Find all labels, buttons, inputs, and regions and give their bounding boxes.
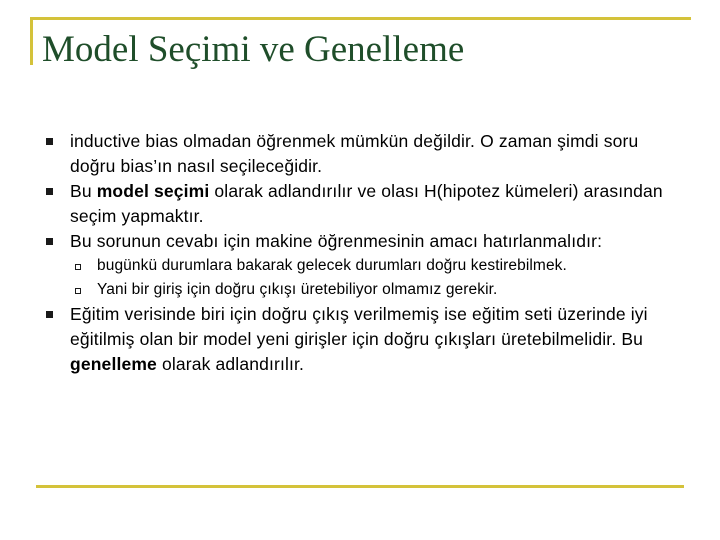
- bullet-text-bold: model seçimi: [96, 181, 210, 201]
- sub-bullet-item-1: [70, 254, 680, 278]
- top-accent-rule: [30, 17, 691, 20]
- square-bullet-icon: [46, 238, 53, 245]
- bullet-item-4: [0, 302, 720, 377]
- sub-bullet-list: [70, 254, 680, 302]
- square-bullet-icon: [46, 311, 53, 318]
- bullet-item-1: [0, 129, 720, 179]
- bullet-text-bold: genelleme: [70, 354, 157, 374]
- left-accent-rule: [30, 17, 33, 65]
- bullet-item-3: [0, 229, 720, 302]
- bullet-text: Bu sorunun cevabı için makine öğrenmesinin amacı hatırlanmalıdır:: [70, 231, 603, 251]
- sub-bullet-text: Yani bir giriş için doğru çıkışı üretebiliyor olmamız gerekir.: [97, 281, 498, 298]
- bullet-text: inductive bias olmadan öğrenmek mümkün değildir. O zaman şimdi soru doğru bias’ın nasıl seçileceğidir.: [70, 131, 639, 176]
- bottom-accent-rule: [36, 485, 684, 488]
- square-bullet-icon: [46, 138, 53, 145]
- bullet-text-post: olarak adlandırılır ve olası H(hipotez kümeleri) arasından seçim yapmaktır.: [70, 181, 663, 226]
- bullet-text-post: olarak adlandırılır.: [156, 354, 305, 374]
- hollow-square-bullet-icon: [75, 264, 81, 270]
- bullet-item-2: [0, 179, 720, 229]
- slide-title: Model Seçimi ve Genelleme: [42, 29, 465, 70]
- hollow-square-bullet-icon: [75, 288, 81, 294]
- sub-bullet-item-2: [70, 278, 680, 302]
- bullet-text-pre: Eğitim verisinde biri için doğru çıkış verilmemiş ise eğitim seti üzerinde iyi eğitilmiş olan bir model yeni girişler için doğru çıkışları üretebilmelidir. Bu: [70, 304, 648, 349]
- bullet-list: [0, 129, 720, 377]
- sub-bullet-text: bugünkü durumlara bakarak gelecek durumları doğru kestirebilmek.: [97, 257, 567, 274]
- bullet-text-pre: Bu: [70, 181, 97, 201]
- square-bullet-icon: [46, 188, 53, 195]
